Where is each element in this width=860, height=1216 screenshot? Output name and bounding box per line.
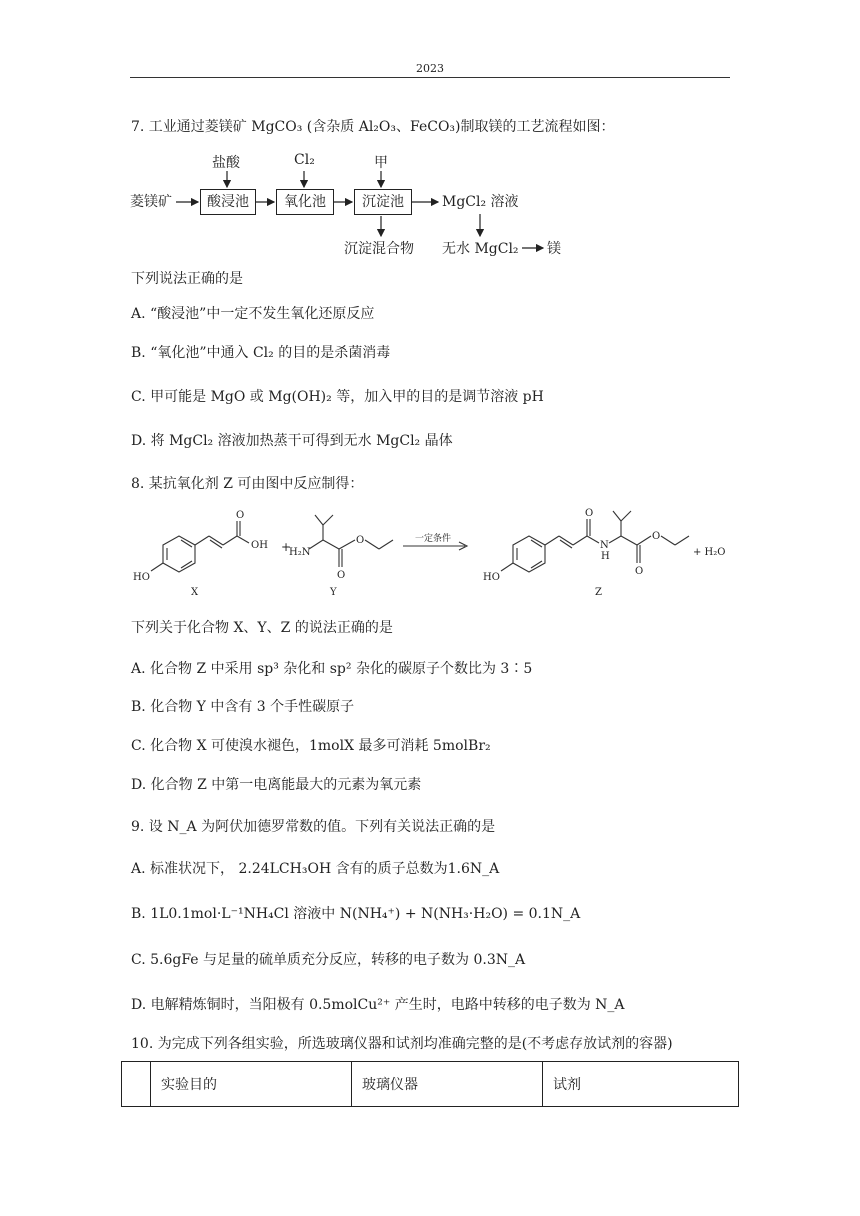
label-y: Y	[330, 587, 337, 598]
q9-option-d: D. 电解精炼铜时，当阳极有 0.5molCu²⁺ 产生时，电路中转移的电子数为 N_A	[131, 997, 625, 1013]
q8-stem: 8. 某抗氧化剂 Z 可由图中反应制得：	[131, 476, 364, 492]
z-o-amide: O	[585, 508, 594, 519]
z-n-label: N	[600, 540, 609, 551]
flow-box-1: 酸浸池	[200, 189, 256, 215]
y-o-ester: O	[356, 535, 365, 546]
z-o-carbonyl: O	[635, 566, 644, 577]
label-x: X	[191, 587, 199, 598]
q7-option-c: C. 甲可能是 MgO 或 Mg(OH)₂ 等，加入甲的目的是调节溶液 pH	[131, 389, 544, 405]
q10-table	[121, 1061, 739, 1107]
q8-reaction-scheme	[125, 505, 735, 605]
flow-out-down-2: 无水 MgCl₂	[442, 241, 519, 257]
z-ho-label: HO	[483, 572, 500, 583]
x-oh-label: OH	[251, 540, 268, 551]
label-z: Z	[595, 587, 602, 598]
z-o-ester: O	[652, 531, 661, 542]
flow-out-right: MgCl₂ 溶液	[442, 194, 519, 210]
x-o-label: O	[236, 510, 245, 521]
q7-prompt: 下列说法正确的是	[131, 271, 243, 287]
reaction-condition: 一定条件	[415, 534, 452, 544]
q7-option-a: A. “酸浸池”中一定不发生氧化还原反应	[131, 306, 375, 322]
header-rule	[130, 77, 730, 78]
flow-input-1: 盐酸	[212, 155, 240, 171]
q8-prompt: 下列关于化合物 X、Y、Z 的说法正确的是	[131, 620, 393, 636]
q8-option-c: C. 化合物 X 可使溴水褪色，1molX 最多可消耗 5molBr₂	[131, 738, 491, 754]
flow-box-3: 沉淀池	[354, 189, 412, 215]
plus-water: + H₂O	[693, 547, 726, 558]
reaction-structures	[125, 505, 735, 605]
plus-sign: +	[281, 540, 292, 554]
q8-option-d: D. 化合物 Z 中第一电离能最大的元素为氧元素	[131, 777, 422, 793]
q9-stem: 9. 设 N_A 为阿伏加德罗常数的值。下列有关说法正确的是	[131, 819, 496, 835]
q9-option-b: B. 1L0.1mol·L⁻¹NH₄Cl 溶液中 N(NH₄⁺) + N(NH₃·H₂O) = 0.1N_A	[131, 906, 581, 922]
table-header-row	[122, 1062, 739, 1107]
q7-option-b: B. “氧化池”中通入 Cl₂ 的目的是杀菌消毒	[131, 345, 391, 361]
table-header-reagents: 试剂	[543, 1062, 739, 1107]
z-h-label: H	[601, 551, 610, 562]
q7-option-d: D. 将 MgCl₂ 溶液加热蒸干可得到无水 MgCl₂ 晶体	[131, 433, 453, 449]
q7-flowchart	[130, 148, 590, 266]
flow-arrows	[130, 148, 590, 266]
flow-box-2: 氧化池	[276, 189, 334, 215]
q9-option-c: C. 5.6gFe 与足量的硫单质充分反应，转移的电子数为 0.3N_A	[131, 952, 526, 968]
page-header-year: 2023	[416, 62, 444, 75]
table-header-index	[122, 1062, 151, 1107]
q9-option-a: A. 标准状况下， 2.24LCH₃OH 含有的质子总数为1.6N_A	[131, 861, 500, 877]
flow-input-2: Cl₂	[294, 152, 315, 168]
y-o-carbonyl: O	[337, 570, 346, 581]
q8-option-b: B. 化合物 Y 中含有 3 个手性碳原子	[131, 699, 355, 715]
q8-option-a: A. 化合物 Z 中采用 sp³ 杂化和 sp² 杂化的碳原子个数比为 3∶5	[131, 661, 533, 677]
table-header-glassware: 玻璃仪器	[352, 1062, 543, 1107]
flow-out-down-1: 沉淀混合物	[344, 241, 414, 257]
flow-input-3: 甲	[374, 155, 388, 171]
flow-final: 镁	[547, 241, 561, 257]
x-ho-label: HO	[133, 572, 150, 583]
table-header-purpose: 实验目的	[151, 1062, 352, 1107]
y-h2n-label: H₂N	[289, 547, 311, 558]
q7-stem: 7. 工业通过菱镁矿 MgCO₃ (含杂质 Al₂O₃、FeCO₃)制取镁的工艺流程如图：	[131, 119, 615, 135]
flow-start: 菱镁矿	[130, 194, 172, 210]
q10-stem: 10. 为完成下列各组实验，所选玻璃仪器和试剂均准确完整的是(不考虑存放试剂的容器)	[131, 1036, 673, 1052]
